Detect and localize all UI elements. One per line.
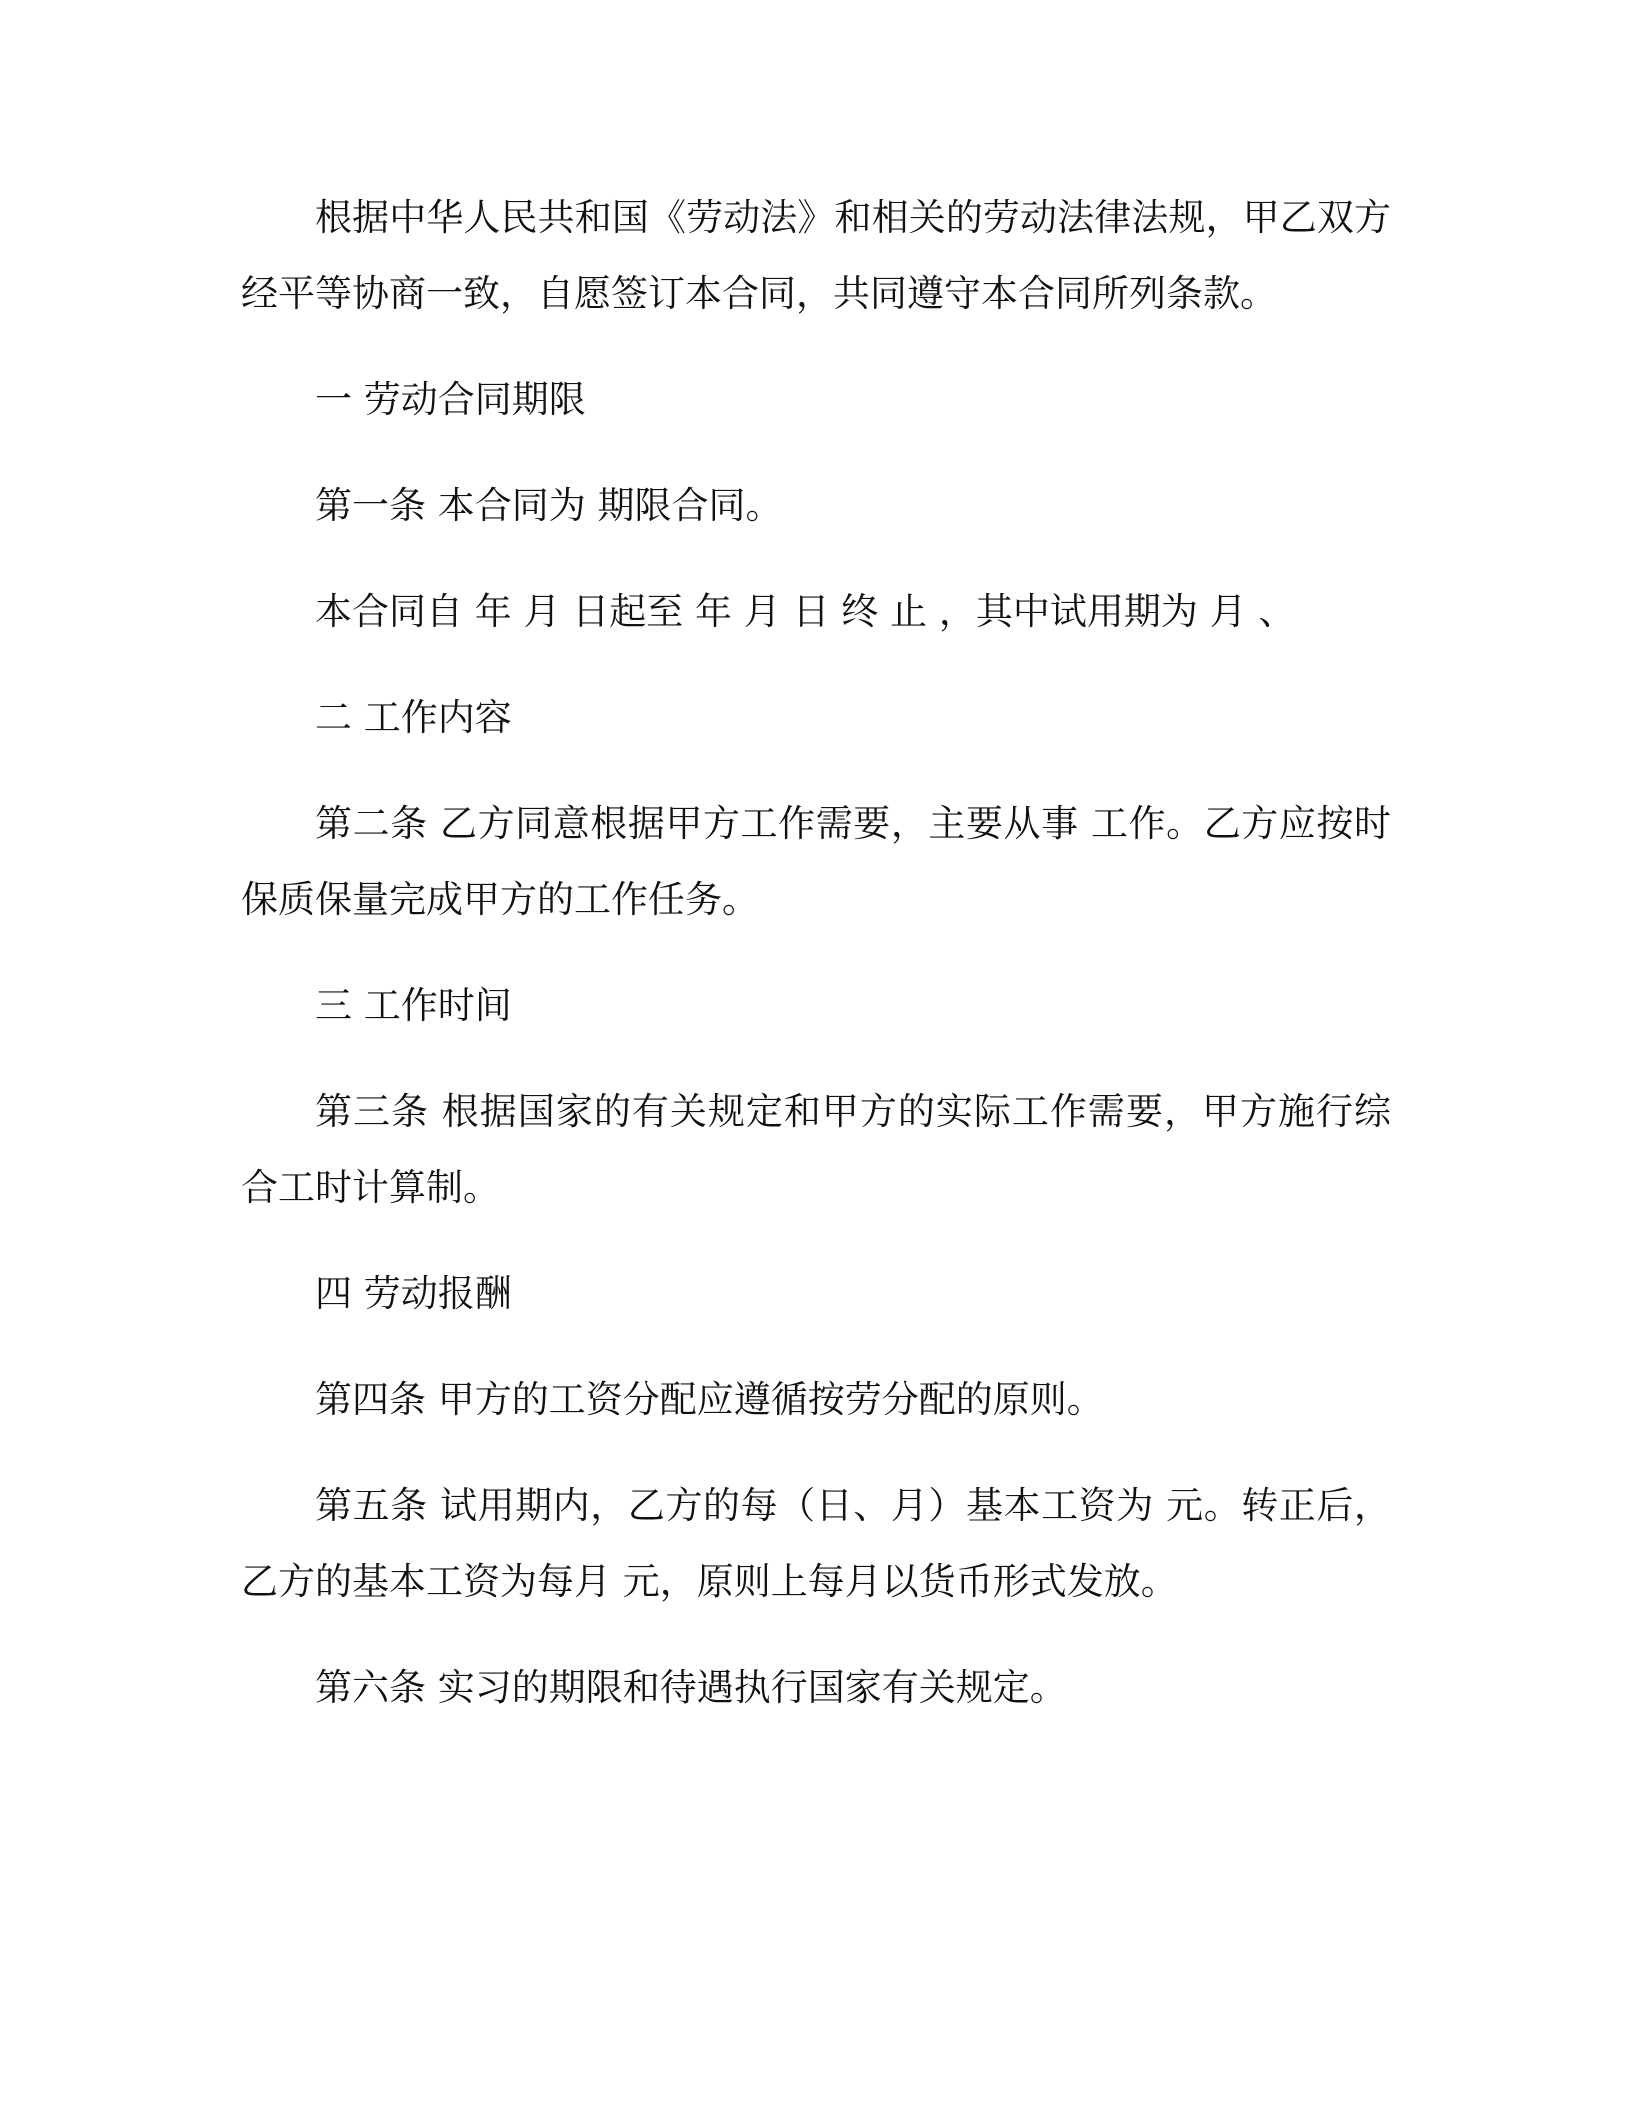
- article-1: 第一条 本合同为 期限合同。: [315, 484, 783, 527]
- section-heading-work-content: 二 工作内容: [315, 696, 512, 739]
- document-body: [241, 180, 1391, 1756]
- article-5: 第五条 试用期内，乙方的每（日、月）基本工资为 元。转正后，乙方的基本工资为每月 元，原则上每月以货币形式发放。: [241, 1484, 1391, 1603]
- article-4: 第四条 甲方的工资分配应遵循按劳分配的原则。: [315, 1378, 1104, 1421]
- article-3: 第三条 根据国家的有关规定和甲方的实际工作需要，甲方施行综合工时计算制。: [241, 1090, 1391, 1209]
- section-heading-contract-term: 一 劳动合同期限: [315, 378, 586, 421]
- contract-period-line: 本合同自 年 月 日起至 年 月 日 终 止 ，其中试用期为 月 、: [315, 590, 1296, 633]
- section-heading-work-time: 三 工作时间: [315, 984, 512, 1027]
- article-6: 第六条 实习的期限和待遇执行国家有关规定。: [315, 1666, 1067, 1709]
- section-heading-remuneration: 四 劳动报酬: [315, 1272, 512, 1315]
- article-2: 第二条 乙方同意根据甲方工作需要，主要从事 工作。乙方应按时保质保量完成甲方的工作任务。: [241, 802, 1391, 921]
- intro-paragraph: 根据中华人民共和国《劳动法》和相关的劳动法律法规，甲乙双方经平等协商一致，自愿签订本合同，共同遵守本合同所列条款。: [241, 196, 1391, 315]
